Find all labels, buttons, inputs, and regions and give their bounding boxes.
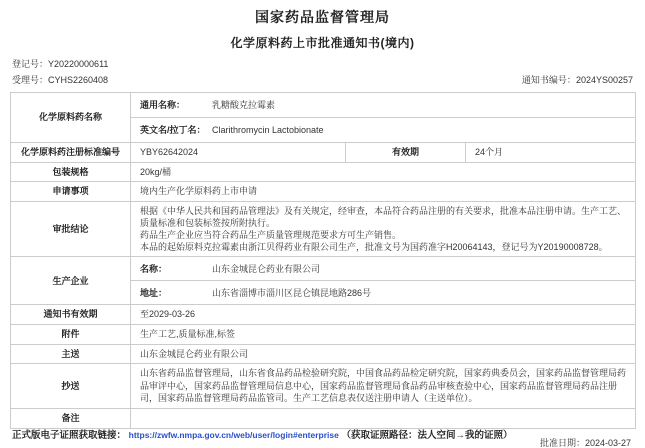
approval-date-value: 2024-03-27 [584, 437, 631, 448]
table-row-drug-name-generic [11, 93, 636, 118]
validity-value: 24个月 [466, 143, 636, 163]
notice-number-value: 2024YS00257 [575, 75, 633, 85]
standard-number-label: 化学原料药注册标准编号 [11, 143, 131, 163]
english-name-label: 英文名/拉丁名： [140, 124, 206, 135]
notice-number-label: 通知书编号： [521, 75, 576, 85]
main-recipient-value: 山东金城昆仑药业有限公司 [131, 344, 636, 364]
validity-label: 有效期 [346, 143, 466, 163]
manufacturer-address-value: 山东省淄博市淄川区昆仑镇昆地路286号 [212, 287, 372, 298]
notice-validity-label: 通知书有效期 [11, 305, 131, 325]
registration-number-line [12, 57, 633, 70]
application-item-label: 申请事项 [11, 182, 131, 202]
table-row-package-spec [11, 162, 636, 182]
document-meta [12, 57, 633, 86]
manufacturer-label: 生产企业 [11, 257, 131, 305]
acceptance-number [12, 73, 108, 86]
table-row-main-recipient [11, 344, 636, 364]
table-row-cc [11, 364, 636, 409]
manufacturer-name-value: 山东金城昆仑药业有限公司 [212, 263, 321, 274]
remarks-value [131, 408, 636, 428]
conclusion-cell [131, 201, 636, 257]
e-license-link[interactable]: https://zwfw.nmpa.gov.cn/web/user/login#enterprise [128, 430, 339, 440]
conclusion-paragraph-2: 药品生产企业应当符合药品生产质量管理规范要求方可生产销售。 [140, 230, 402, 241]
attachments-label: 附件 [11, 324, 131, 344]
approval-table [10, 92, 636, 429]
main-recipient-label: 主送 [11, 344, 131, 364]
english-name-cell [131, 118, 636, 143]
remarks-label: 备注 [11, 408, 131, 428]
generic-name-value: 乳糖酸克拉霉素 [212, 99, 276, 110]
acceptance-notice-line [12, 73, 633, 86]
notice-number [522, 73, 633, 86]
table-row-conclusion [11, 201, 636, 257]
generic-name-label: 通用名称： [140, 99, 186, 110]
table-row-notice-validity [11, 305, 636, 325]
conclusion-label: 审批结论 [11, 201, 131, 257]
generic-name-cell [131, 93, 636, 118]
attachments-value: 生产工艺,质量标准,标签 [131, 324, 636, 344]
cc-value: 山东省药品监督管理局，山东省食品药品检验研究院，中国食品药品检定研究院，国家药典委员会，国家药品监督管理局药品审评中心，国家药品监督管理局信息中心，国家药品监督管理局食品药品审核查验中心，国家药品监督管理局药品注册司，国家药品监督管理局药品监管司。生产工艺信息表仅送注册申请人（主送单位）。 [131, 364, 636, 409]
document-title: 化学原料药上市批准通知书(境内) [230, 36, 415, 50]
manufacturer-name-cell [131, 257, 636, 281]
manufacturer-name-label: 名称： [140, 263, 168, 274]
table-row-standard-number [11, 143, 636, 163]
agency-title: 国家药品监督管理局 [255, 9, 390, 25]
conclusion-paragraph-1: 根据《中华人民共和国药品管理法》及有关规定，经审查，本品符合药品注册的有关要求，批准本品注册申请。生产工艺、质量标准和包装标签按所附执行。 [140, 205, 627, 228]
e-license-label: 正式版电子证照获取链接： [12, 430, 127, 441]
conclusion-paragraph-3: 本品的起始原料克拉霉素由浙江贝得药业有限公司生产，批准文号为国药准字H20064143，登记号为Y20190008728。 [140, 242, 608, 253]
e-license-path-hint: （获取证照路径：法人空间→我的证照） [341, 430, 513, 441]
package-spec-label: 包装规格 [11, 162, 131, 182]
table-row-manufacturer-name [11, 257, 636, 281]
notice-validity-value: 至2029-03-26 [131, 305, 636, 325]
manufacturer-address-cell [131, 281, 636, 305]
manufacturer-address-label: 地址： [140, 287, 168, 298]
english-name-value: Clarithromycin Lactobionate [212, 124, 324, 135]
acceptance-number-value: CYHS2260408 [48, 75, 109, 85]
table-row-remarks [11, 408, 636, 428]
approval-date-label: 批准日期： [539, 437, 585, 448]
cc-label: 抄送 [11, 364, 131, 409]
drug-name-label: 化学原料药名称 [11, 93, 131, 143]
registration-number-value: Y20220000611 [48, 59, 109, 69]
acceptance-number-label: 受理号： [12, 75, 49, 85]
e-license-footer [12, 427, 512, 441]
standard-number-value: YBY62642024 [131, 143, 346, 163]
package-spec-value: 20kg/桶 [131, 162, 636, 182]
table-row-application-item [11, 182, 636, 202]
application-item-value: 境内生产化学原料药上市申请 [131, 182, 636, 202]
registration-number-label: 登记号： [12, 59, 49, 69]
table-row-attachments [11, 324, 636, 344]
